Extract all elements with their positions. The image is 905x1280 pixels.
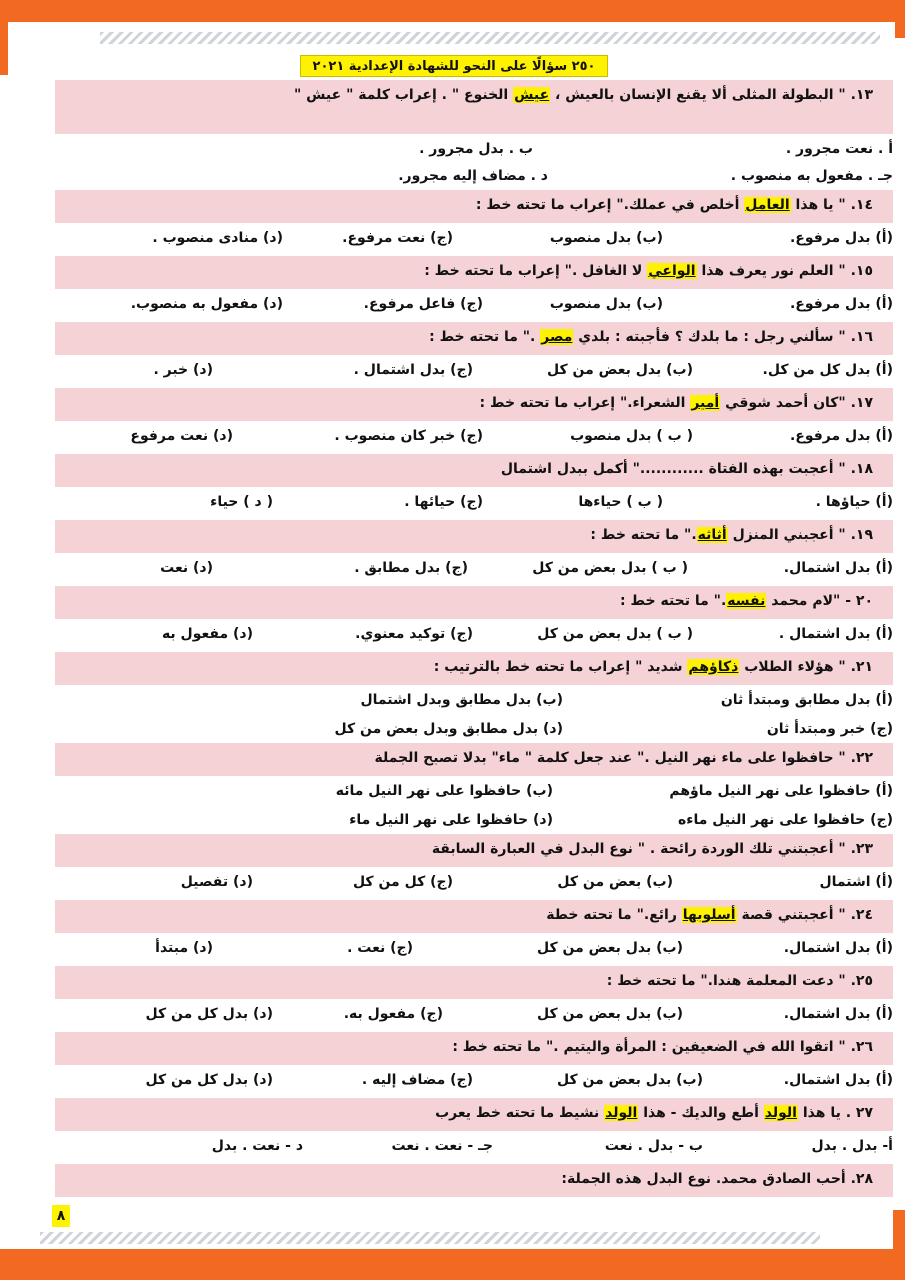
highlight-word: أسلوبها: [682, 907, 736, 923]
question-text: شديد " إعراب ما تحته خط بالترتيب :: [433, 659, 688, 675]
option-d[interactable]: (د) نعت مرفوع: [130, 428, 233, 444]
option-b[interactable]: (ب) بدل مطابق وبدل اشتمال: [360, 692, 563, 708]
question-14: [55, 190, 893, 223]
question-text: ١٤. " يا هذا: [790, 197, 873, 213]
question-text: ١٣. " البطولة المثلى ألا يقنع الإنسان بالعيش ،: [550, 87, 873, 103]
option-a[interactable]: (أ) بدل اشتمال.: [783, 940, 893, 956]
option-c[interactable]: (ج) بدل مطابق .: [354, 560, 468, 576]
question-text: ٢٠ - "لام محمد: [766, 593, 873, 609]
question-text: ." ما تحته خط :: [620, 593, 727, 609]
highlight-word: الولد: [605, 1105, 638, 1121]
question-16: [55, 322, 893, 355]
option-c[interactable]: جـ - نعت . نعت: [391, 1138, 493, 1154]
question-text: ٢٢. " حافظوا على ماء نهر النيل ." عند جعل كلمة " ماء" بدلا تصبح الجملة: [374, 750, 873, 766]
question-25: [55, 966, 893, 999]
option-a[interactable]: (أ) بدل مرفوع.: [789, 296, 893, 312]
question-27: [55, 1098, 893, 1131]
highlight-word: أمير: [691, 395, 720, 411]
highlight-word: ذكاؤهم: [688, 659, 739, 675]
question-text: لا الغافل ." إعراب ما تحته خط :: [424, 263, 648, 279]
option-d[interactable]: (د) مبتدأ: [155, 940, 213, 956]
question-text: ٢٤. " أعجبتني قصة: [736, 907, 873, 923]
options-20: [55, 619, 893, 652]
option-b[interactable]: (ب) بدل بعض من كل: [536, 940, 683, 956]
question-text: رائع." ما تحته خطة: [546, 907, 682, 923]
option-d[interactable]: (د) حافظوا على نهر النيل ماء: [349, 812, 553, 828]
question-26: [55, 1032, 893, 1065]
question-text: ٢٥. " دعت المعلمة هندا." ما تحته خط :: [606, 973, 873, 989]
option-b[interactable]: (ب) بدل بعض من كل: [546, 362, 693, 378]
question-13: [55, 80, 893, 134]
question-text: ١٦. " سألني رجل : ما بلدك ؟ فأجبته : بلدي: [573, 329, 873, 345]
question-text: أطع والديك - هذا: [638, 1105, 764, 1121]
option-c[interactable]: (ج) نعت .: [347, 940, 413, 956]
option-a[interactable]: (أ) بدل مرفوع.: [789, 428, 893, 444]
question-text: أخلص في عملك." إعراب ما تحته خط :: [475, 197, 745, 213]
option-c[interactable]: (ج) مضاف إليه .: [361, 1072, 473, 1088]
option-c[interactable]: (ج) نعت مرفوع.: [342, 230, 453, 246]
option-d[interactable]: (د) مفعول به: [161, 626, 253, 642]
option-b[interactable]: ( ب ) بدل بعض من كل: [532, 560, 688, 576]
option-d[interactable]: (د) تفصيل: [180, 874, 253, 890]
option-c[interactable]: (ج) حافظوا على نهر النيل ماءه: [678, 812, 893, 828]
options-21: [55, 685, 893, 714]
question-19: [55, 520, 893, 553]
question-text: الخنوع " . إعراب كلمة " عيش ": [293, 87, 514, 103]
page-title: ٢٥٠ سؤالًا على النحو للشهادة الإعدادية ٢٠٢١: [300, 55, 608, 77]
options-25: [55, 999, 893, 1032]
options-22: [55, 776, 893, 805]
option-a[interactable]: أ . نعت مجرور .: [785, 141, 893, 157]
question-text: الشعراء." إعراب ما تحته خط :: [479, 395, 691, 411]
option-d[interactable]: د . مضاف إليه مجرور.: [398, 168, 548, 184]
options-15: [55, 289, 893, 322]
option-c[interactable]: (ج) حيائها .: [404, 494, 483, 510]
option-c[interactable]: (ج) خبر ومبتدأ ثان: [766, 721, 893, 737]
question-text: نشيط ما تحته خط يعرب: [435, 1105, 605, 1121]
option-d[interactable]: (د) بدل كل من كل: [145, 1072, 273, 1088]
option-b[interactable]: ب - بدل . نعت: [604, 1138, 703, 1154]
options-21-row2: [55, 714, 893, 743]
option-d[interactable]: (د) خبر .: [153, 362, 213, 378]
option-a[interactable]: (أ) بدل كل من كل.: [762, 362, 893, 378]
options-24: [55, 933, 893, 966]
question-text: ٢٦. " اتقوا الله في الضعيفين : المرأة واليتيم ." ما تحته خط :: [452, 1039, 873, 1055]
question-text: ." ما تحته خط :: [429, 329, 541, 345]
option-a[interactable]: (أ) اشتمال: [819, 874, 893, 890]
options-14: [55, 223, 893, 256]
top-accent-corner: [895, 0, 905, 38]
question-18: [55, 454, 893, 487]
highlight-word: مصر: [541, 329, 573, 345]
question-17: [55, 388, 893, 421]
option-b[interactable]: ( ب ) حياءها: [578, 494, 663, 510]
option-b[interactable]: (ب) بدل منصوب: [549, 230, 663, 246]
highlight-word: عيش: [514, 87, 550, 103]
options-18: [55, 487, 893, 520]
option-a[interactable]: (أ) حافظوا على نهر النيل ماؤهم: [669, 783, 893, 799]
bottom-hatch-strip: [40, 1232, 820, 1244]
option-c[interactable]: (ج) كل من كل: [352, 874, 453, 890]
top-accent-bar: [0, 0, 905, 22]
options-19: [55, 553, 893, 586]
option-d[interactable]: ( د ) حياء: [210, 494, 273, 510]
option-b[interactable]: ( ب ) بدل بعض من كل: [537, 626, 693, 642]
question-28: [55, 1164, 893, 1197]
option-a[interactable]: (أ) بدل مطابق ومبتدأ ثان: [720, 692, 893, 708]
option-c[interactable]: (ج) فاعل مرفوع.: [363, 296, 483, 312]
options-23: [55, 867, 893, 900]
options-13-row2: [55, 161, 893, 190]
bottom-accent-bar: [0, 1249, 905, 1280]
left-accent-corner: [0, 0, 8, 75]
option-d[interactable]: (د) مفعول به منصوب.: [130, 296, 283, 312]
question-22: [55, 743, 893, 776]
options-27: [55, 1131, 893, 1164]
question-text: ٢١. " هؤلاء الطلاب: [739, 659, 873, 675]
highlight-word: الواعي: [648, 263, 696, 279]
option-c[interactable]: جـ . مفعول به منصوب .: [730, 168, 893, 184]
question-text: ١٥. " العلم نور يعرف هذا: [696, 263, 873, 279]
option-c[interactable]: (ج) بدل اشتمال .: [353, 362, 473, 378]
option-a[interactable]: أ- بدل . بدل: [811, 1138, 893, 1154]
question-list: [55, 80, 893, 1197]
question-15: [55, 256, 893, 289]
highlight-word: نفسه: [727, 593, 766, 609]
option-b[interactable]: (ب) حافظوا على نهر النيل مائه: [335, 783, 553, 799]
question-text: ١٨. " أعجبت بهذه الفتاة ............" أكمل ببدل اشتمال: [500, 461, 873, 477]
question-text: ١٩. " أعجبني المنزل: [727, 527, 873, 543]
option-c[interactable]: (ج) توكيد معنوي.: [355, 626, 473, 642]
question-24: [55, 900, 893, 933]
options-22-row2: [55, 805, 893, 834]
question-text: ٢٣. " أعجبتني تلك الوردة رائحة . " نوع البدل في العبارة السابقة: [431, 841, 873, 857]
highlight-word: الولد: [764, 1105, 797, 1121]
option-b[interactable]: (ب) بدل منصوب: [549, 296, 663, 312]
options-26: [55, 1065, 893, 1098]
option-d[interactable]: (د) منادى منصوب .: [152, 230, 283, 246]
option-a[interactable]: (أ) بدل اشتمال.: [783, 560, 893, 576]
option-b[interactable]: (ب) بدل بعض من كل: [536, 1006, 683, 1022]
question-text: ." ما تحته خط :: [590, 527, 697, 543]
option-a[interactable]: (أ) حياؤها .: [815, 494, 893, 510]
option-b[interactable]: ( ب ) بدل منصوب: [570, 428, 693, 444]
options-16: [55, 355, 893, 388]
option-c[interactable]: (ج) مفعول به.: [343, 1006, 443, 1022]
question-text: ٢٨. أحب الصادق محمد. نوع البدل هذه الجملة:: [561, 1171, 873, 1187]
page-number: ٨: [52, 1205, 70, 1227]
highlight-word: العامل: [745, 197, 790, 213]
option-c[interactable]: (ج) خبر كان منصوب .: [334, 428, 483, 444]
question-text: ٢٧ . يا هذا: [797, 1105, 873, 1121]
option-d[interactable]: (د) بدل مطابق وبدل بعض من كل: [334, 721, 563, 737]
option-d[interactable]: د - نعت . بدل: [211, 1138, 303, 1154]
question-21: [55, 652, 893, 685]
question-23: [55, 834, 893, 867]
question-text: ١٧. "كان أحمد شوقي: [720, 395, 873, 411]
option-a[interactable]: (أ) بدل مرفوع.: [789, 230, 893, 246]
option-b[interactable]: (ب) بعض من كل: [557, 874, 673, 890]
bottom-accent-corner: [893, 1210, 905, 1280]
option-a[interactable]: (أ) بدل اشتمال.: [783, 1072, 893, 1088]
option-d[interactable]: (د) بدل كل من كل: [145, 1006, 273, 1022]
option-b[interactable]: (ب) بدل بعض من كل: [556, 1072, 703, 1088]
option-a[interactable]: (أ) بدل اشتمال .: [778, 626, 893, 642]
options-17: [55, 421, 893, 454]
option-a[interactable]: (أ) بدل اشتمال.: [783, 1006, 893, 1022]
option-b[interactable]: ب . بدل مجرور .: [419, 141, 533, 157]
highlight-word: أثاثه: [697, 527, 727, 543]
top-hatch-strip: [100, 32, 880, 44]
question-20: [55, 586, 893, 619]
option-d[interactable]: (د) نعت: [160, 560, 213, 576]
